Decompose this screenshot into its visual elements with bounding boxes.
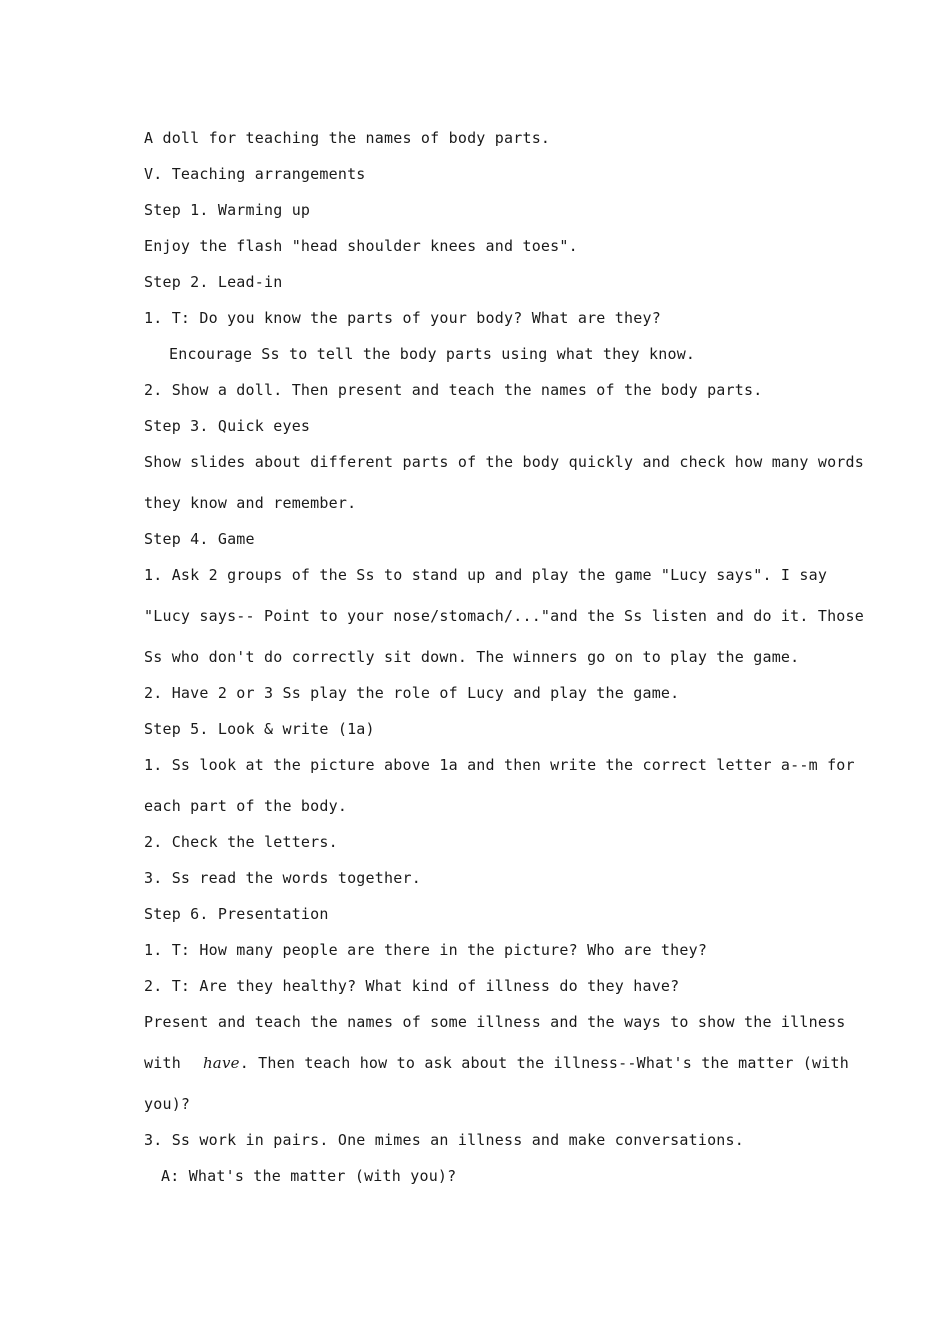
step-6-text-line-2-rest: . Then teach how to ask about the illness--What's the matter (with (239, 1054, 849, 1072)
step-2-heading: Step 2. Lead-in (144, 273, 283, 291)
step-6-text-line-2 (144, 1054, 849, 1072)
step-4-item-1-line-2: "Lucy says-- Point to your nose/stomach/..."and the Ss listen and do it. Those (144, 607, 864, 625)
step-6-item-3: 3. Ss work in pairs. One mimes an illness and make conversations. (144, 1131, 744, 1149)
with-word: with (144, 1054, 181, 1072)
step-4-heading: Step 4. Game (144, 530, 255, 548)
step-5-item-1-line-2: each part of the body. (144, 797, 348, 815)
step-4-item-2: 2. Have 2 or 3 Ss play the role of Lucy and play the game. (144, 684, 680, 702)
step-5-heading: Step 5. Look & write (1a) (144, 720, 375, 738)
step-3-text-line-1: Show slides about different parts of the body quickly and check how many words (144, 453, 864, 471)
step-6-text-line-1: Present and teach the names of some illness and the ways to show the illness (144, 1013, 846, 1031)
have-italic-word: have (202, 1054, 240, 1072)
step-6-heading: Step 6. Presentation (144, 905, 329, 923)
dialogue-line-a: A: What's the matter (with you)? (161, 1167, 457, 1185)
step-1-heading: Step 1. Warming up (144, 201, 311, 219)
step-1-text: Enjoy the flash "head shoulder knees and toes". (144, 237, 578, 255)
step-5-item-3: 3. Ss read the words together. (144, 869, 421, 887)
step-6-text-line-3: you)? (144, 1095, 191, 1113)
step-3-heading: Step 3. Quick eyes (144, 417, 311, 435)
step-2-item-1-note: Encourage Ss to tell the body parts using what they know. (169, 345, 696, 363)
step-3-text-line-2: they know and remember. (144, 494, 357, 512)
step-5-item-1-line-1: 1. Ss look at the picture above 1a and then write the correct letter a--m for (144, 756, 855, 774)
materials-line: A doll for teaching the names of body parts. (144, 129, 551, 147)
step-6-item-1: 1. T: How many people are there in the picture? Who are they? (144, 941, 708, 959)
section-heading: V. Teaching arrangements (144, 165, 366, 183)
step-2-item-2: 2. Show a doll. Then present and teach the names of the body parts. (144, 381, 763, 399)
step-6-item-2: 2. T: Are they healthy? What kind of illness do they have? (144, 977, 680, 995)
step-5-item-2: 2. Check the letters. (144, 833, 338, 851)
step-2-item-1: 1. T: Do you know the parts of your body? What are they? (144, 309, 661, 327)
step-4-item-1-line-1: 1. Ask 2 groups of the Ss to stand up and play the game "Lucy says". I say (144, 566, 828, 584)
step-4-item-1-line-3: Ss who don't do correctly sit down. The winners go on to play the game. (144, 648, 800, 666)
